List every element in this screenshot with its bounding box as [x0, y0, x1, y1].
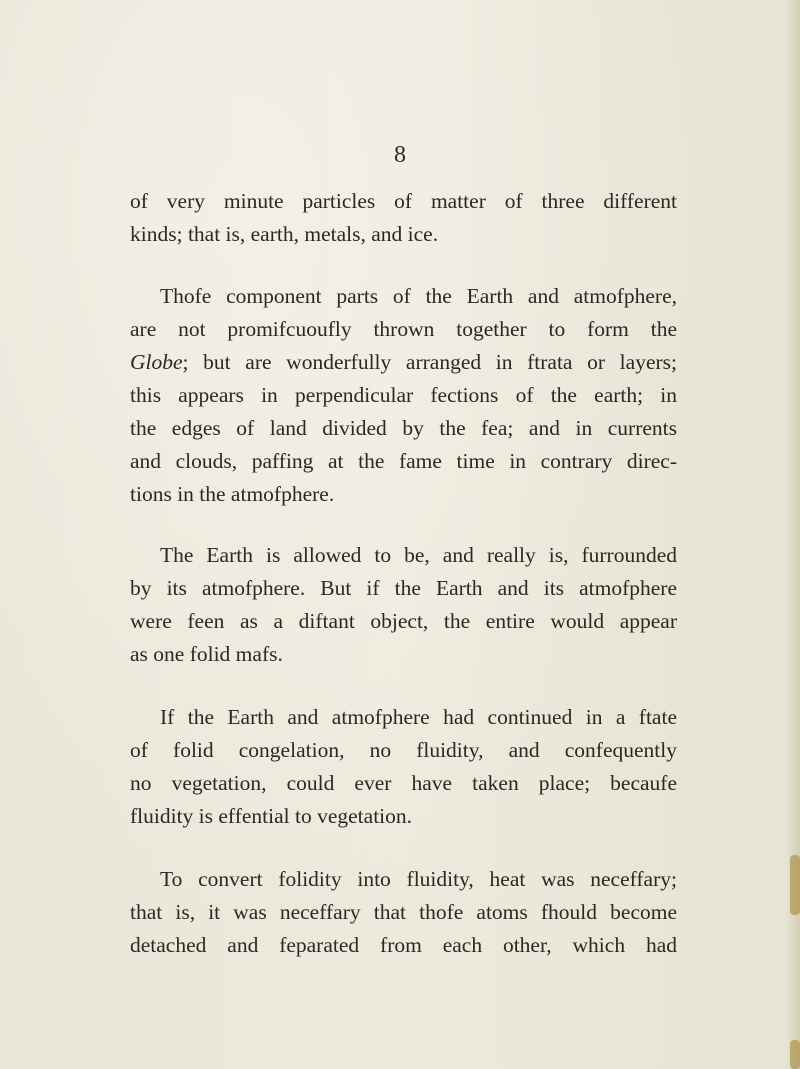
page-number: 8 [394, 142, 406, 168]
text-line: Globe; but are wonderfully arranged in ftrata or layers; [130, 350, 677, 374]
text-line: as one folid mafs. [130, 642, 283, 666]
text-line: the edges of land divided by the fea; and in currents [130, 416, 677, 440]
text-line: of folid congelation, no fluidity, and confequently [130, 738, 677, 762]
page-stain [790, 855, 800, 915]
paragraph-gap [130, 251, 677, 280]
paragraph-gap [130, 671, 677, 701]
paragraph-1 [130, 185, 677, 251]
text-line: kinds; that is, earth, metals, and ice. [130, 222, 439, 246]
text-line: detached and feparated from each other, which had [130, 933, 677, 957]
paragraph-4 [130, 701, 677, 833]
paragraph-2 [130, 280, 677, 511]
text-line: were feen as a diftant object, the entire would appear [130, 609, 677, 633]
text-line: no vegetation, could ever have taken place; becaufe [130, 771, 677, 795]
text-line: by its atmofphere. But if the Earth and its atmofphere [130, 576, 677, 600]
text-line: To convert folidity into fluidity, heat was neceffary; [160, 867, 677, 891]
text-line: Thofe component parts of the Earth and atmofphere, [160, 284, 677, 308]
text-line: tions in the atmofphere. [130, 482, 335, 506]
text-line: are not promifcuoufly thrown together to form the [130, 317, 677, 341]
paragraph-3 [130, 539, 677, 671]
paragraph-gap [130, 833, 677, 863]
text-line: that is, it was neceffary that thofe atoms fhould become [130, 900, 677, 924]
page-stain [790, 1040, 800, 1069]
text-line: The Earth is allowed to be, and really is, furrounded [160, 543, 677, 567]
body-text [130, 185, 677, 962]
paragraph-5 [130, 863, 677, 962]
text-line: and clouds, paffing at the fame time in contrary direc- [130, 449, 677, 473]
text-line: fluidity is effential to vegetation. [130, 804, 413, 828]
text-line: of very minute particles of matter of three different [130, 189, 677, 213]
text-line: If the Earth and atmofphere had continued in a ftate [160, 705, 677, 729]
text-line: this appears in perpendicular fections of the earth; in [130, 383, 677, 407]
paragraph-gap [130, 511, 677, 539]
